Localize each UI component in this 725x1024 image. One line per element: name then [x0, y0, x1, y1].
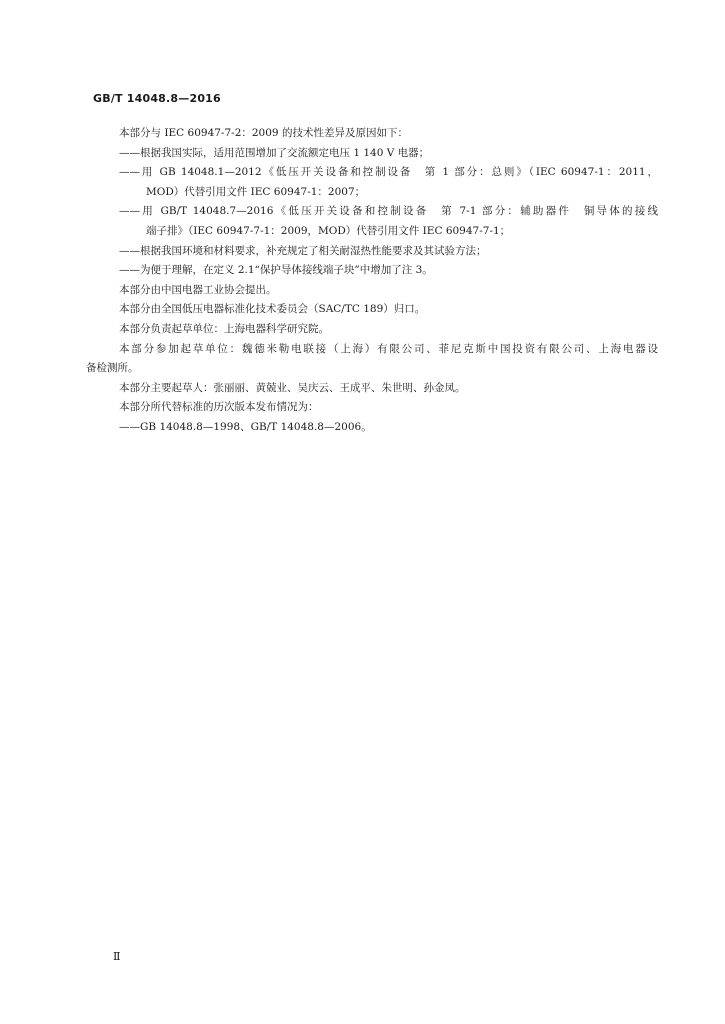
list-item-gb14048-1-cont: MOD）代替引用文件 IEC 60947-1：2007； — [146, 185, 366, 198]
paragraph-participating-units-cont: 备检测所。 — [86, 362, 139, 375]
list-item-humidity: ——根据我国环境和材料要求，补充规定了相关耐湿热性能要求及其试验方法； — [119, 244, 487, 257]
list-item-gb14048-7-cont: 端子排》（IEC 60947-7-1：2009，MOD）代替引用文件 IEC 60947-7-1； — [146, 224, 511, 237]
page-number: Ⅱ — [113, 950, 121, 963]
standard-code-header: GB/T 14048.8—2016 — [93, 92, 221, 105]
paragraph-history: 本部分所代替标准的历次版本发布情况为： — [119, 401, 319, 414]
paragraph-participating-units: 本部分参加起草单位：魏德米勒电联接（上海）有限公司、菲尼克斯中国投资有限公司、上海电器设 — [119, 342, 658, 355]
paragraph-committee: 本部分由全国低压电器标准化技术委员会（SAC/TC 189）归口。 — [119, 303, 426, 316]
paragraph-drafting-unit: 本部分负责起草单位：上海电器科学研究院。 — [119, 322, 329, 335]
list-item-scope: ——根据我国实际，适用范围增加了交流额定电压 1 140 V 电器； — [119, 146, 430, 159]
paragraph-intro: 本部分与 IEC 60947-7-2：2009 的技术性差异及原因如下： — [119, 127, 408, 139]
document-body — [86, 124, 658, 438]
list-item-gb14048-1: ——用 GB 14048.1—2012《低压开关设备和控制设备 第 1 部分：总则》（IEC 60947-1：2011， — [119, 166, 658, 179]
list-item-gb14048-7: ——用 GB/T 14048.7—2016《低压开关设备和控制设备 第 7-1 部分：辅助器件 铜导体的接线 — [119, 205, 658, 218]
paragraph-drafters: 本部分主要起草人：张丽丽、黄兢业、吴庆云、王成平、朱世明、孙金凤。 — [119, 381, 466, 394]
paragraph-proposer: 本部分由中国电器工业协会提出。 — [119, 283, 277, 296]
list-item-previous-editions: ——GB 14048.8—1998、GB/T 14048.8—2006。 — [119, 420, 372, 433]
list-item-definition: ——为便于理解，在定义 2.1“保护导体接线端子块”中增加了注 3。 — [119, 264, 433, 277]
